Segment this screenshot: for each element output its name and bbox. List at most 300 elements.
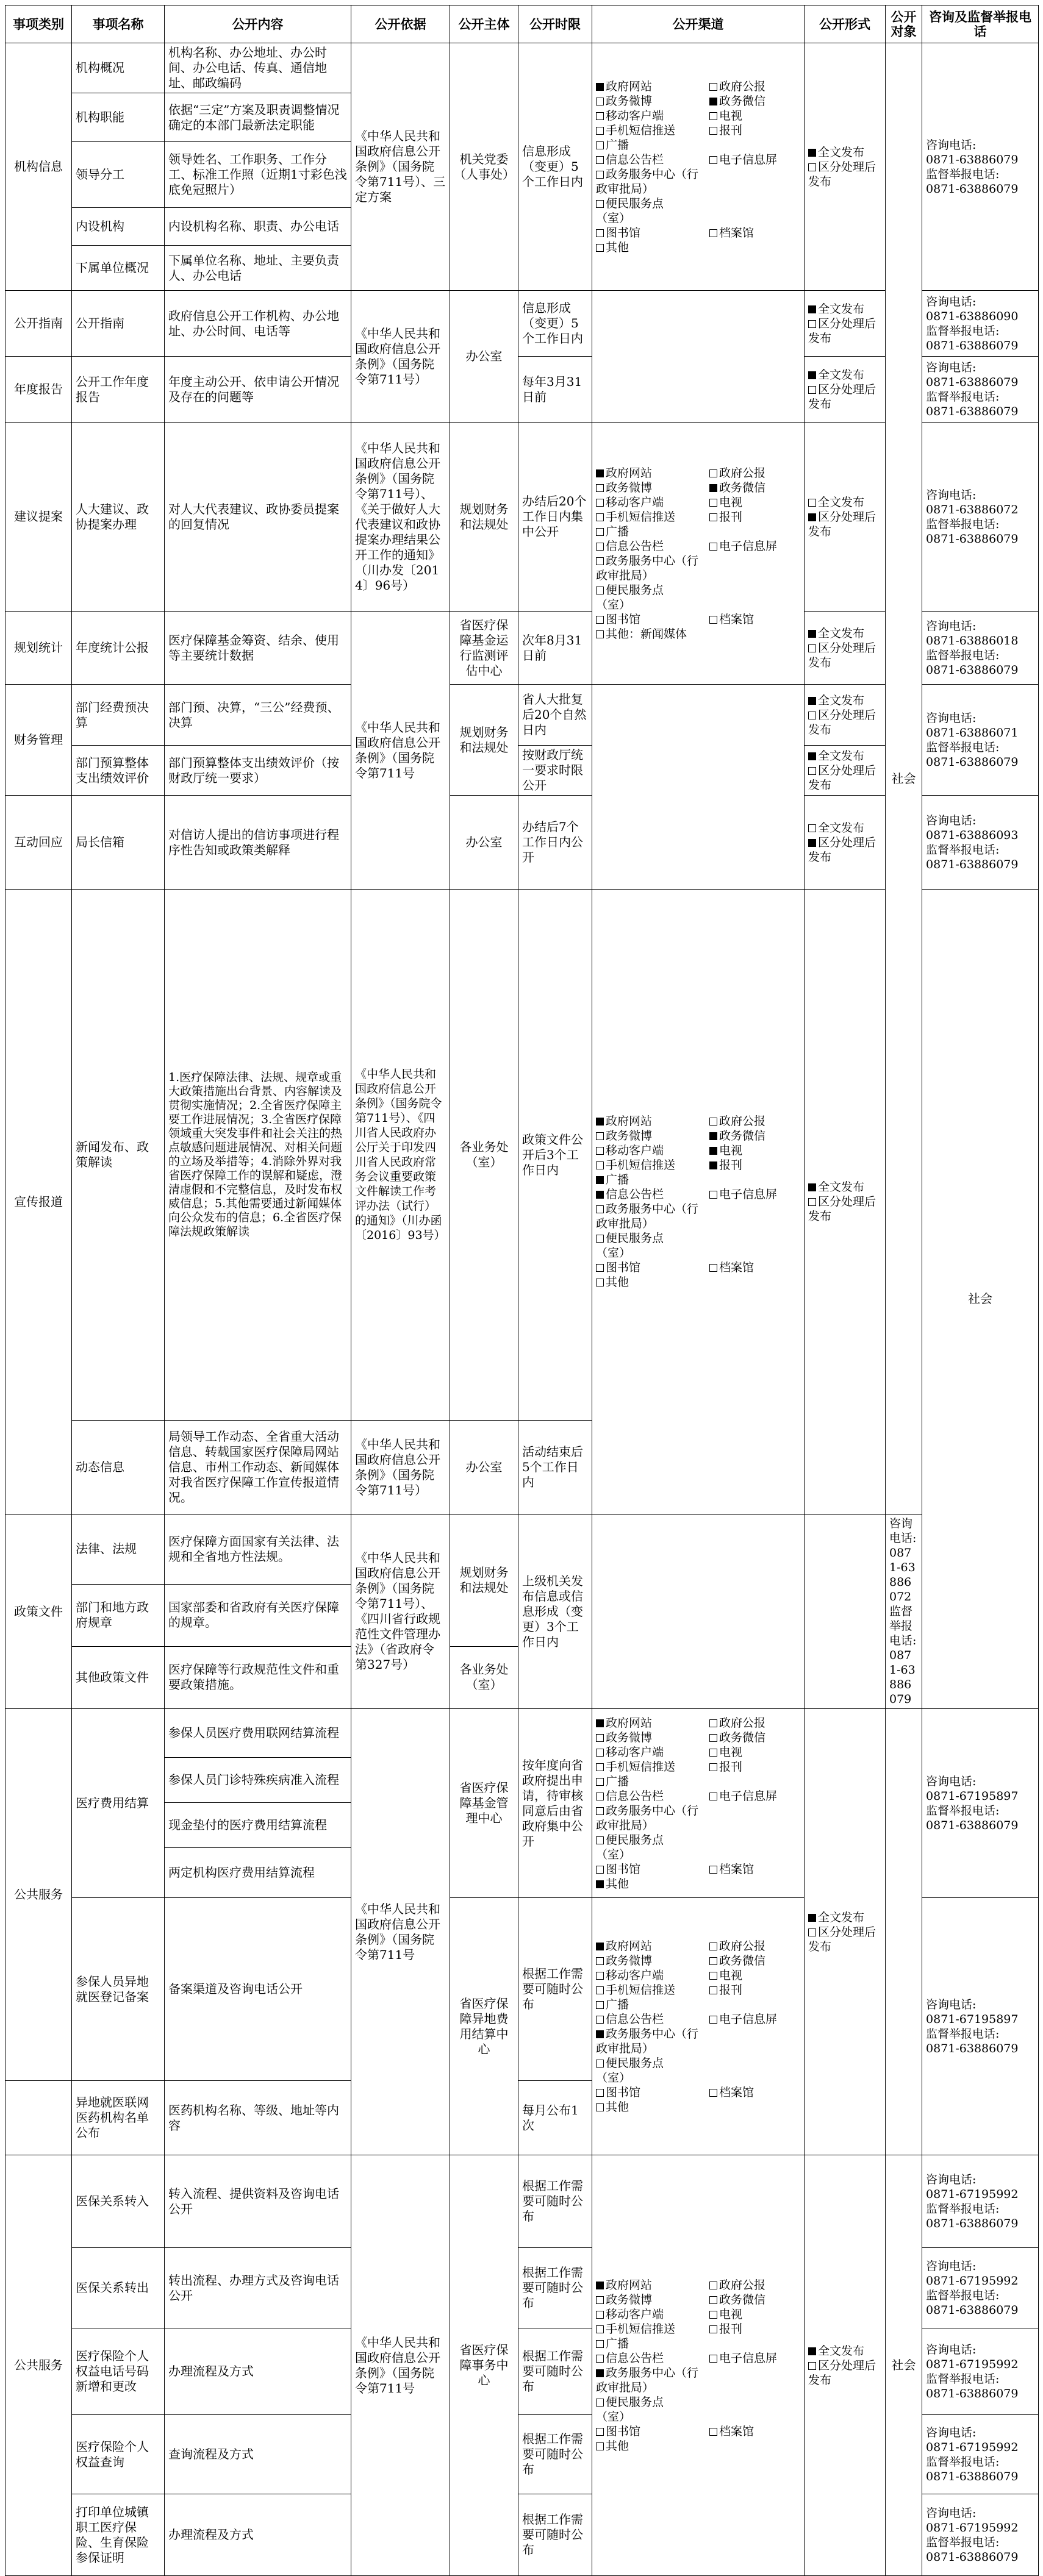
table-row <box>5 685 1039 746</box>
item-name: 公开指南 <box>72 291 165 357</box>
channel-row <box>596 1114 800 1129</box>
checkbox-icon <box>596 171 604 179</box>
channel-option <box>709 109 742 123</box>
channel-label: 广播 <box>606 524 629 538</box>
channel-row <box>596 1939 800 1953</box>
time-cell: 政策文件公开后3个工作日内 <box>518 890 592 1421</box>
form-option <box>808 316 881 346</box>
form-label: 全文发布 <box>818 626 865 640</box>
time-cell: 根据工作需要可随时公布 <box>518 2155 592 2248</box>
channel-option <box>709 1114 765 1129</box>
channel-option <box>596 480 709 495</box>
checked-box-icon <box>709 98 717 105</box>
channel-label: 政务微博 <box>606 1730 653 1744</box>
channel-row <box>596 2056 800 2071</box>
channel-option <box>596 1939 709 1953</box>
channel-option <box>596 1953 709 1968</box>
channel-label: 手机短信推送 <box>606 510 676 524</box>
channel-option <box>709 539 777 554</box>
form-label: 区分处理后发布 <box>808 160 876 188</box>
channel-option <box>596 612 709 627</box>
consult-label: 咨询电话: <box>926 138 977 152</box>
channel-option <box>596 2395 709 2410</box>
checkbox-icon <box>596 1957 604 1965</box>
checked-box-icon <box>596 1118 604 1126</box>
header-form: 公开形式 <box>805 5 886 43</box>
channel-option <box>709 2012 777 2027</box>
channel-label: 政府公报 <box>719 79 766 93</box>
table-row <box>5 890 1039 1421</box>
checkbox-icon <box>808 824 816 832</box>
item-content: 办理流程及方式 <box>165 2494 351 2576</box>
checkbox-icon <box>808 644 816 652</box>
channel-cell <box>592 890 805 1515</box>
channel-row <box>596 2027 800 2056</box>
item-name: 机构概况 <box>72 43 165 93</box>
channel-option <box>596 2100 709 2114</box>
form-label: 全文发布 <box>818 821 865 835</box>
channel-option <box>709 226 754 240</box>
channel-option <box>709 495 742 510</box>
phone-cell <box>922 612 1039 685</box>
item-content: 年度主动公开、依申请公开情况及存在的问题等 <box>165 357 351 423</box>
subject-cell: 各业务处（室） <box>450 890 518 1421</box>
subject-cell: 省医疗保障异地费用结算中心 <box>450 1898 518 2155</box>
subject-cell: 省医疗保障基金运行监测评估中心 <box>450 612 518 685</box>
form-label: 全文发布 <box>818 495 865 509</box>
channel-label: 广播 <box>606 1173 629 1186</box>
table-row <box>5 1515 1039 1585</box>
checkbox-icon <box>709 1118 717 1126</box>
channel-option <box>709 79 765 94</box>
channel-label: 档案馆 <box>719 2085 754 2099</box>
report-number: 0871-63886079 <box>926 663 1019 677</box>
time-cell: 次年8月31日前 <box>518 612 592 685</box>
form-label: 区分处理后发布 <box>808 641 876 669</box>
item-content: 内设机构名称、职责、办公电话 <box>165 208 351 246</box>
checked-box-icon <box>808 305 816 313</box>
report-number: 0871-63886079 <box>926 2386 1019 2400</box>
channel-label: 便民服务点 <box>606 196 664 210</box>
report-label: 监督举报电话: <box>926 1804 1000 1818</box>
channel-option <box>596 1877 709 1891</box>
checked-box-icon <box>808 1914 816 1922</box>
header-time: 公开时限 <box>518 5 592 43</box>
checkbox-icon <box>709 2428 717 2436</box>
channel-label: 政府公报 <box>719 466 766 480</box>
item-name: 人大建议、政协提案办理 <box>72 423 165 612</box>
checkbox-icon <box>709 2296 717 2304</box>
checkbox-icon <box>709 1719 717 1727</box>
channel-row <box>596 2278 800 2292</box>
consult-label: 咨询电话: <box>926 2172 977 2186</box>
consult-number: 0871-63886093 <box>926 828 1019 842</box>
table-row <box>5 1709 1039 1758</box>
channel-label: 报刊 <box>719 1158 743 1172</box>
channel-label: 政府网站 <box>606 1115 653 1128</box>
report-label: 监督举报电话: <box>926 843 1000 857</box>
channel-label: 政府网站 <box>606 466 653 480</box>
item-content: 局领导工作动态、全省重大活动信息、转载国家医疗保障局网站信息、市州工作动态、新闻媒体对我省医疗保障工作宣传报道情况。 <box>165 1421 351 1515</box>
channel-row <box>596 2439 800 2453</box>
channel-option <box>709 1983 742 1997</box>
basis-cell: 《中华人民共和国政府信息公开条例》（国务院令第711号）、《关于做好人大代表建议和政协提案办理结果公开工作的通知》（川办发〔2014〕96号） <box>351 423 450 612</box>
item-name: 医保关系转出 <box>72 2248 165 2328</box>
channel-label: 其他 <box>606 2439 629 2453</box>
channel-option <box>709 1760 742 1774</box>
subject-cell: 省医疗保障事务中心 <box>450 2155 518 2576</box>
channel-option <box>596 2278 709 2292</box>
checkbox-icon <box>596 543 604 551</box>
checkbox-icon <box>596 2089 604 2097</box>
item-name: 新闻发布、政策解读 <box>72 890 165 1421</box>
channel-option <box>596 583 709 598</box>
channel-label: 手机短信推送 <box>606 2322 676 2336</box>
channel-cell <box>592 1898 805 2155</box>
channel-option <box>596 510 709 524</box>
channel-option <box>709 1260 754 1275</box>
channel-label: （室） <box>596 598 631 612</box>
item-name: 公开工作年度报告 <box>72 357 165 423</box>
form-label: 区分处理后发布 <box>808 1925 876 1953</box>
channel-cell-blank <box>592 1515 805 1709</box>
channel-option <box>709 2085 754 2100</box>
report-label: 监督举报电话: <box>926 2455 1000 2469</box>
subject-cell: 规划财务和法规处 <box>450 1515 518 1647</box>
checkbox-icon <box>808 163 816 171</box>
form-option <box>808 382 881 412</box>
header-name: 事项名称 <box>72 5 165 43</box>
form-cell <box>805 357 886 423</box>
channel-label: 电子信息屏 <box>719 2351 778 2365</box>
channel-option <box>709 1939 765 1953</box>
channel-row <box>596 524 800 539</box>
header-basis: 公开依据 <box>351 5 450 43</box>
channel-row <box>596 2410 800 2424</box>
checked-box-icon <box>808 2347 816 2355</box>
channel-cell-blank <box>592 291 805 423</box>
item-content: 1.医疗保障法律、法规、规章或重大政策措施出台背景、内容解读及贯彻实施情况；2.全省医疗保障主要工作进展情况；3.全省医疗保障领域重大突发事件和社会关注的热点敏感问题进展情况、对相关问题的立场及举措等；4.消除外界对我省医疗保障工作的误解和疑虑，澄清虚假和不完整信息，及时发布权威信息；5.其他需要通过新闻媒体向公众发布的信息；6.全省医疗保障法规政策解读 <box>165 890 351 1421</box>
channel-option <box>596 495 709 510</box>
form-label: 区分处理后发布 <box>808 316 876 345</box>
checkbox-icon <box>596 98 604 105</box>
form-option <box>808 763 881 793</box>
checkbox-icon <box>808 2362 816 2370</box>
consult-label: 咨询电话: <box>926 488 977 502</box>
item-name: 异地就医联网医药机构名单公布 <box>72 2081 165 2155</box>
channel-option <box>596 94 709 109</box>
channel-row <box>596 1774 800 1789</box>
channel-row <box>596 1847 800 1862</box>
report-label: 监督举报电话: <box>926 648 1000 662</box>
channel-label: 政务微信 <box>719 1129 766 1143</box>
checked-box-icon <box>808 1183 816 1191</box>
form-cell <box>805 612 886 685</box>
channel-label: 政务微信 <box>719 94 766 108</box>
consult-number: 0871-67195992 <box>926 2357 1019 2371</box>
channel-label: 电子信息屏 <box>719 152 778 166</box>
checked-box-icon <box>596 2369 604 2377</box>
header-phone: 咨询及监督举报电话 <box>922 5 1039 43</box>
channel-option <box>596 1789 709 1804</box>
channel-option <box>596 1129 709 1143</box>
header-category: 事项类别 <box>5 5 72 43</box>
category-cell: 财务管理 <box>5 685 72 796</box>
consult-label: 咨询电话: <box>926 294 977 309</box>
phone-cell <box>922 423 1039 612</box>
form-cell <box>805 796 886 890</box>
channel-label: 档案馆 <box>719 1261 754 1274</box>
channel-option <box>596 466 709 480</box>
item-content: 转出流程、办理方式及咨询电话公开 <box>165 2248 351 2328</box>
form-option <box>808 693 881 708</box>
consult-label: 咨询电话: <box>889 1517 917 1545</box>
form-option <box>808 368 881 382</box>
report-number: 0871-63886079 <box>926 404 1019 418</box>
form-cell <box>805 43 886 291</box>
checkbox-icon <box>808 712 816 719</box>
channel-label: 政务微博 <box>606 2292 653 2307</box>
checkbox-icon <box>596 2016 604 2024</box>
report-label: 监督举报电话: <box>926 517 1000 531</box>
phone-cell <box>922 1709 1039 1898</box>
channel-row <box>596 1716 800 1730</box>
channel-row <box>596 2100 800 2114</box>
checkbox-icon <box>596 1235 604 1243</box>
checkbox-icon <box>596 484 604 492</box>
channel-option <box>709 2351 777 2366</box>
channel-row <box>596 2336 800 2351</box>
item-content: 医药机构名称、等级、地址等内容 <box>165 2081 351 2155</box>
form-cell <box>805 423 886 612</box>
channel-label: 电视 <box>719 1968 743 1982</box>
form-label: 区分处理后发布 <box>808 835 876 864</box>
phone-cell <box>922 1898 1039 2155</box>
channel-row <box>596 1953 800 1968</box>
report-number: 0871-63886079 <box>926 182 1019 196</box>
checkbox-icon <box>596 2355 604 2363</box>
channel-row <box>596 240 800 255</box>
report-number: 0871-63886079 <box>926 1818 1019 1832</box>
channel-cell <box>592 2155 805 2576</box>
form-cell <box>805 890 886 1515</box>
channel-label: 信息公告栏 <box>606 2351 664 2365</box>
header-audience: 公开对象 <box>886 5 922 43</box>
channel-label: 政务微信 <box>719 480 766 494</box>
channel-option <box>709 152 777 167</box>
item-content: 医疗保障基金筹资、结余、使用等主要统计数据 <box>165 612 351 685</box>
item-content: 医疗保障等行政规范性文件和重要政策措施。 <box>165 1646 351 1708</box>
channel-option <box>596 123 709 138</box>
channel-label: 移动客户端 <box>606 1968 664 1982</box>
channel-option <box>596 1114 709 1129</box>
item-name: 其他政策文件 <box>72 1646 165 1708</box>
checkbox-icon <box>596 127 604 135</box>
checkbox-icon <box>596 1836 604 1844</box>
channel-option <box>596 554 709 583</box>
table-row <box>5 612 1039 685</box>
checkbox-icon <box>596 2442 604 2450</box>
channel-row <box>596 2395 800 2410</box>
consult-number: 0871-63886079 <box>926 152 1019 166</box>
channel-label: （室） <box>596 211 631 225</box>
channel-label: 电子信息屏 <box>719 2012 778 2026</box>
channel-option <box>596 2336 709 2351</box>
form-option <box>808 2344 881 2358</box>
checkbox-icon <box>808 386 816 394</box>
item-name: 医疗保险个人权益电话号码新增和更改 <box>72 2328 165 2415</box>
phone-cell <box>922 685 1039 796</box>
channel-row <box>596 211 800 226</box>
time-cell: 根据工作需要可随时公布 <box>518 2415 592 2494</box>
channel-row <box>596 627 800 641</box>
channel-label: 政务服务中心（行政审批局） <box>596 1202 699 1230</box>
channel-row <box>596 1968 800 1983</box>
checkbox-icon <box>596 1986 604 1994</box>
item-content: 备案渠道及咨询电话公开 <box>165 1898 351 2081</box>
audience-cell: 社会 <box>922 890 1039 1709</box>
channel-row <box>596 2307 800 2322</box>
report-number: 0871-63886079 <box>926 2216 1019 2230</box>
channel-row <box>596 480 800 495</box>
channel-option <box>709 2322 742 2336</box>
channel-label: 便民服务点 <box>606 1232 664 1245</box>
channel-option <box>596 1716 709 1730</box>
report-label: 监督举报电话: <box>926 2288 1000 2302</box>
item-name: 机构职能 <box>72 93 165 142</box>
channel-row <box>596 1143 800 1158</box>
checked-box-icon <box>808 371 816 379</box>
channel-option <box>596 2322 709 2336</box>
checkbox-icon <box>808 499 816 507</box>
checkbox-icon <box>596 2103 604 2111</box>
channel-cell <box>592 1709 805 1898</box>
form-option <box>808 835 881 865</box>
channel-label: 移动客户端 <box>606 495 664 509</box>
checkbox-icon <box>596 2311 604 2319</box>
checked-box-icon <box>596 2282 604 2289</box>
channel-option <box>596 1231 709 1246</box>
item-name: 领导分工 <box>72 142 165 208</box>
channel-label: 便民服务点 <box>606 2056 664 2070</box>
report-label: 监督举报电话: <box>926 2202 1000 2216</box>
checkbox-icon <box>596 1161 604 1169</box>
checkbox-icon <box>709 1734 717 1742</box>
channel-row <box>596 2351 800 2366</box>
checked-box-icon <box>596 469 604 477</box>
channel-cell <box>592 43 805 291</box>
channel-option <box>596 196 709 211</box>
item-name: 下属单位概况 <box>72 246 165 291</box>
channel-row <box>596 1260 800 1275</box>
channel-label: 档案馆 <box>719 2424 754 2438</box>
channel-label: 信息公告栏 <box>606 1188 664 1201</box>
channel-row <box>596 2071 800 2085</box>
checkbox-icon <box>596 557 604 565</box>
channel-label: 政府公报 <box>719 2278 766 2292</box>
channel-label: 手机短信推送 <box>606 1158 676 1172</box>
category-cell: 公共服务 <box>5 1709 72 2081</box>
checked-box-icon <box>808 752 816 760</box>
channel-label: 政务微博 <box>606 1953 653 1968</box>
form-label: 区分处理后发布 <box>808 763 876 792</box>
checkbox-icon <box>709 83 717 91</box>
item-content: 对信访人提出的信访事项进行程序性告知或政策类解释 <box>165 796 351 890</box>
time-cell: 根据工作需要可随时公布 <box>518 2248 592 2328</box>
channel-option <box>709 1968 742 1983</box>
consult-label: 咨询电话: <box>926 2259 977 2273</box>
report-label: 监督举报电话: <box>926 740 1000 754</box>
consult-number: 0871-63886072 <box>926 502 1019 516</box>
channel-option <box>596 79 709 94</box>
channel-label: 政务微信 <box>719 2292 766 2307</box>
table-row <box>5 357 1039 423</box>
table-row <box>5 746 1039 796</box>
channel-row <box>596 495 800 510</box>
checkbox-icon <box>808 1198 816 1206</box>
channel-label: 移动客户端 <box>606 1144 664 1157</box>
consult-label: 咨询电话: <box>926 711 977 725</box>
time-cell: 每年3月31日前 <box>518 357 592 423</box>
form-cell <box>805 1709 886 2155</box>
channel-row <box>596 510 800 524</box>
checkbox-icon <box>596 2296 604 2304</box>
channel-label: （室） <box>596 2410 631 2424</box>
checkbox-icon <box>596 2428 604 2436</box>
channel-row <box>596 1158 800 1172</box>
form-option <box>808 821 881 835</box>
channel-option <box>596 2085 709 2100</box>
item-name: 参保人员异地就医登记备案 <box>72 1898 165 2081</box>
category-cell: 政策文件 <box>5 1515 72 1709</box>
item-name: 打印单位城镇职工医疗保险、生育保险参保证明 <box>72 2494 165 2576</box>
header-content: 公开内容 <box>165 5 351 43</box>
form-option <box>808 1194 881 1224</box>
channel-row <box>596 167 800 196</box>
phone-cell <box>922 43 1039 291</box>
consult-number: 0871-67195992 <box>926 2274 1019 2288</box>
checkbox-icon <box>596 630 604 638</box>
channel-row <box>596 123 800 138</box>
channel-option <box>709 510 742 524</box>
report-label: 监督举报电话: <box>926 2372 1000 2386</box>
consult-number: 0871-67195897 <box>926 2012 1019 2026</box>
report-number: 0871-63886079 <box>889 1649 916 1706</box>
checkbox-icon <box>709 2325 717 2333</box>
channel-option <box>596 1833 709 1847</box>
channel-option <box>596 2012 709 2027</box>
item-content: 依据“三定”方案及职责调整情况确定的本部门最新法定职能 <box>165 93 351 142</box>
item-content: 政府信息公开工作机构、办公地址、办公时间、电话等 <box>165 291 351 357</box>
channel-label: 广播 <box>606 138 629 152</box>
time-cell: 根据工作需要可随时公布 <box>518 1898 592 2081</box>
channel-row <box>596 1730 800 1745</box>
checkbox-icon <box>596 244 604 252</box>
checkbox-icon <box>596 2325 604 2333</box>
time-cell: 按财政厅统一要求时限公开 <box>518 746 592 796</box>
header-channel: 公开渠道 <box>592 5 805 43</box>
channel-option <box>596 1862 709 1877</box>
checkbox-icon <box>596 200 604 208</box>
checked-box-icon <box>596 83 604 91</box>
channel-option <box>596 1804 709 1833</box>
category-cell: 建议提案 <box>5 423 72 612</box>
channel-option <box>596 1997 709 2012</box>
form-option <box>808 749 881 763</box>
channel-label: 广播 <box>606 1774 629 1788</box>
channel-option <box>709 1129 765 1143</box>
checkbox-icon <box>709 2311 717 2319</box>
